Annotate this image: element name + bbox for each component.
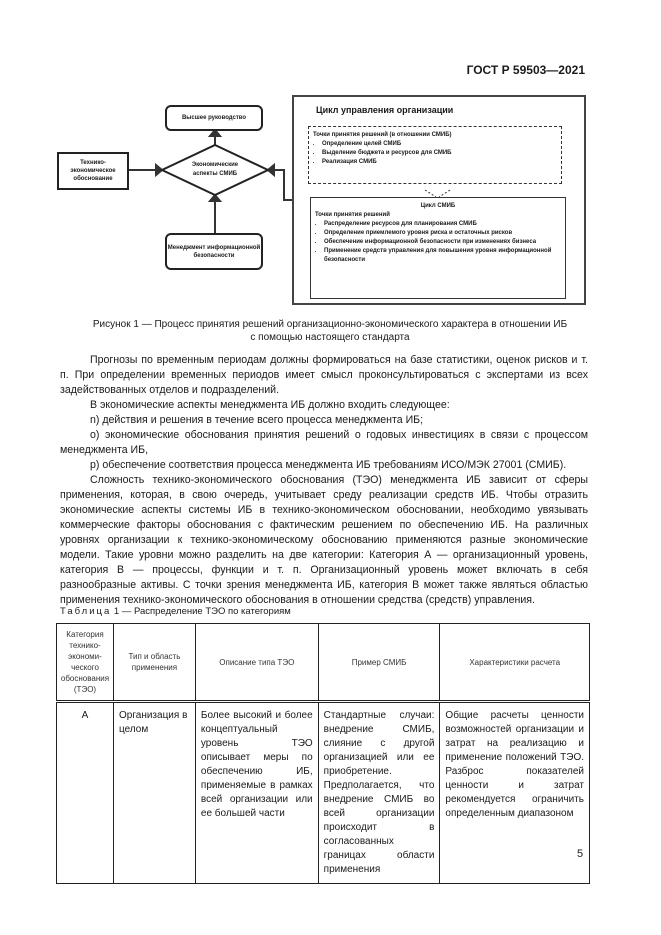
- table-header-row: [57, 624, 590, 702]
- column-header: Описание типа ТЭО: [195, 624, 318, 702]
- org-decision-item: • Определение целей СМИБ: [322, 140, 557, 149]
- body-text: [60, 353, 588, 608]
- org-cycle-box: [292, 95, 586, 305]
- table-caption-prefix: Таблица: [60, 606, 112, 617]
- isms-management-box: Менеджмент информационной безопасности: [165, 233, 263, 270]
- paragraph: Сложность технико-экономического обоснования (ТЭО) менеджмента ИБ зависит от сферы применения, которая, в свою очередь, учитывает среду реализации средств ИБ. Чтобы отразить экономические аспекты системы ИБ в технико-экономическом обосновании, необходимо увязывать коммерческие факторы обоснования с фактическим решением по обеспечению ИБ. На различных уровнях организации к технико-экономическому обоснованию применяются разные экономические модели. Такие уровни можно разделить на две категории: Категория А — организационный уровень, категория В — процессы, функции и т. п. Организационный уровень может включать в себя разнообразные активы. С точки зрения менеджмента ИБ, категория В может также являться областью применения технико-экономического обоснования в отношении средства (средств) управления.: [60, 474, 588, 606]
- isms-decision-item: • Распределение ресурсов для планирования СМИБ: [324, 220, 561, 229]
- table-cell: А: [57, 702, 114, 884]
- page-number: 5: [577, 848, 584, 860]
- feasibility-box: Технико-экономическое обоснование: [57, 152, 129, 190]
- org-decision-item: • Реализация СМИБ: [322, 158, 557, 167]
- figure-caption: [60, 318, 600, 344]
- isms-decision-item: • Определение приемлемого уровня риска и остаточных рисков: [324, 229, 561, 238]
- table-cell: Более высокий и более концептуальный уровень ТЭО описывает меры по обеспечению ИБ, применяемые в рамках всей организации или ее большей части: [195, 702, 318, 884]
- column-header: Пример СМИБ: [318, 624, 440, 702]
- org-cycle-title: Цикл управления организации: [316, 105, 454, 115]
- table-cell: Организация в целом: [113, 702, 195, 884]
- column-header: Тип и область применения: [113, 624, 195, 702]
- isms-cycle-box: [310, 197, 566, 299]
- standard-header: ГОСТ Р 59503—2021: [466, 63, 585, 77]
- isms-cycle-title: Цикл СМИБ: [420, 203, 456, 209]
- paragraph: n) действия и решения в течение всего процесса менеджмента ИБ;: [90, 414, 424, 426]
- table-row: [57, 702, 590, 884]
- paragraph: p) обеспечение соответствия процесса менеджмента ИБ требованиям ИСО/МЭК 27001 (СМИБ).: [90, 459, 567, 471]
- table-cell: Стандартные случаи: внедрение СМИБ, слияние с другой организацией или ее приобретение. Предполагается, что внедрение СМИБ во всей организации происходит в согласованных границах области применения: [318, 702, 440, 884]
- table-caption-text: 1 — Распределение ТЭО по категориям: [111, 606, 291, 617]
- column-header: Характеристики расчета: [440, 624, 590, 702]
- figure-caption-line: с помощью настоящего стандарта: [250, 332, 410, 343]
- org-decision-points: [308, 126, 562, 184]
- top-management-box: Высшее руководство: [165, 105, 263, 131]
- isms-decision-item: • Обеспечение информационной безопасности при изменениях бизнеса: [324, 238, 561, 247]
- table-caption: [60, 606, 291, 617]
- isms-decision-item: • Применение средств управления для повышения уровня информационной безопасности: [324, 247, 561, 265]
- economic-aspects-label: Экономические аспекты СМИБ: [191, 162, 239, 177]
- column-header: Категория технико-экономи-ческого обоснования (ТЭО): [57, 624, 114, 702]
- paragraph: В экономические аспекты менеджмента ИБ должно входить следующее:: [90, 399, 450, 411]
- table-cell: Общие расчеты ценности возможностей организации и затрат на реализацию и применение положений ТЭО. Разброс показателей ценности и затрат рекомендуется ограничить определенным диапазоном: [440, 702, 590, 884]
- figure-caption-line: Рисунок 1 — Процесс принятия решений организационно-экономического характера в отношении ИБ: [92, 319, 568, 330]
- org-decision-item: • Выделение бюджета и ресурсов для СМИБ: [322, 149, 557, 158]
- isms-decision-title: Точки принятия решений: [315, 212, 390, 218]
- paragraph: Прогнозы по временным периодам должны формироваться на базе статистики, оценок рисков и т. п. При определении временных периодов имеет смысл проконсультироваться с экспертами из всех задействованных отделов и подразделений.: [60, 354, 588, 396]
- paragraph: o) экономические обоснования принятия решений о годовых инвестициях в связи с процессом менеджмента ИБ,: [60, 429, 588, 456]
- org-decision-title: Точки принятия решений (в отношении СМИБ): [313, 132, 452, 138]
- teo-categories-table: [56, 623, 590, 884]
